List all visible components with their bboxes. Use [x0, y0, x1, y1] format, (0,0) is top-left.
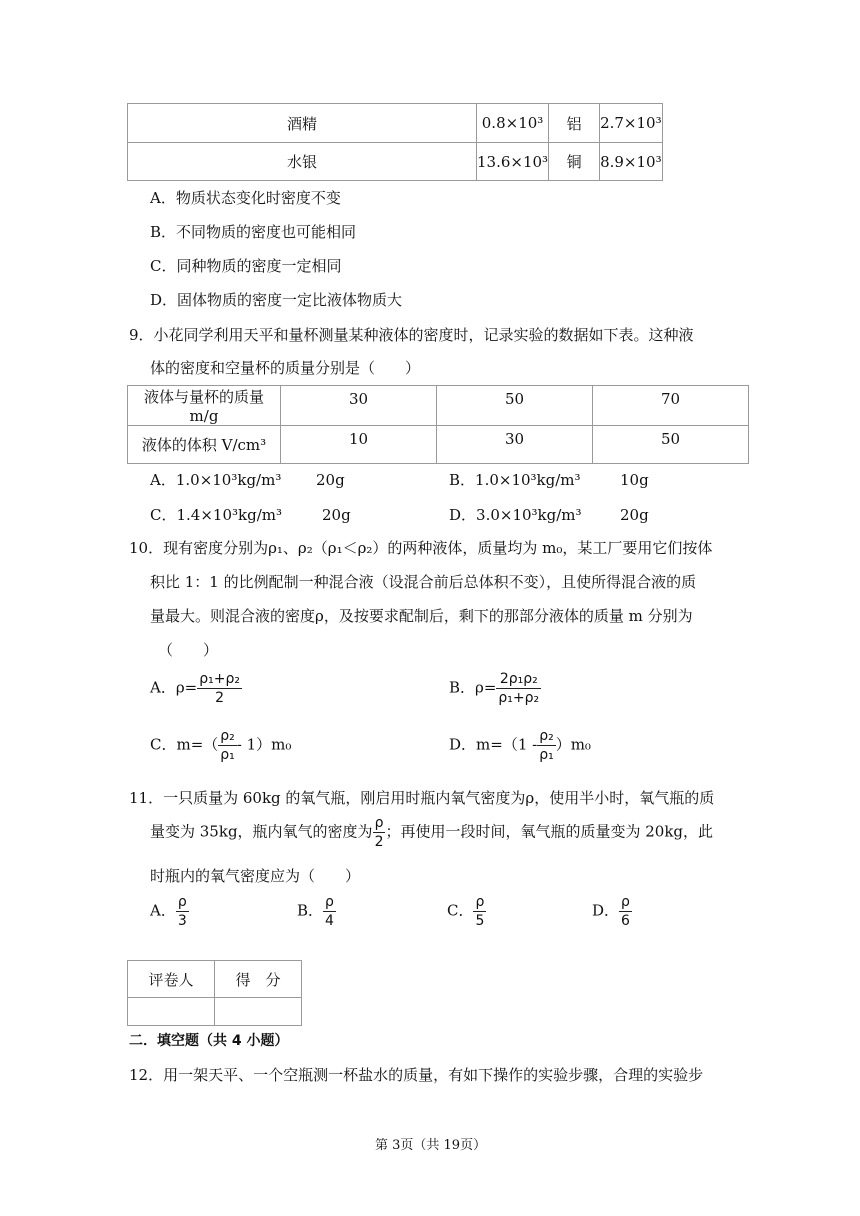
fraction-numerator: ρ [323, 893, 336, 912]
fraction [473, 893, 486, 930]
score-table [127, 960, 302, 1026]
q10-text-line2: 积比 1：1 的比例配制一种混合液（设混合前后总体积不变），且使所得混合液的质 [150, 573, 697, 591]
fraction-denominator: 2 [374, 834, 384, 850]
fraction-numerator: ρ₂ [220, 728, 235, 744]
score-table-score-cell [215, 998, 302, 1026]
fraction-numerator: ρ [619, 893, 632, 912]
option-prefix: A． [150, 901, 176, 920]
fraction [619, 893, 632, 930]
table-cell: 酒精 [128, 104, 477, 143]
q11-text-line1: 11．一只质量为 60kg 的氧气瓶，刚启用时瓶内氧气密度为ρ，使用半小时，氧气瓶的质 [129, 789, 715, 807]
q11-text-part: 量变为 35kg，瓶内氧气的密度为 [150, 822, 373, 841]
q11-text-line2 [150, 814, 713, 851]
q9-option-b-value: 10g [620, 471, 649, 489]
table-cell: 水银 [128, 143, 477, 181]
option-suffix: ）m₀ [555, 735, 591, 754]
fraction-denominator: ρ₁ [220, 747, 235, 763]
fraction-numerator: ρ [176, 893, 189, 912]
q10-option-d [449, 727, 591, 764]
fraction-denominator: 2 [215, 690, 225, 706]
fraction-numerator: ρ₁+ρ₂ [199, 671, 240, 687]
fraction-denominator: ρ₁ [539, 747, 554, 763]
table-cell: 30 [437, 426, 593, 464]
score-table-grader-cell [128, 998, 215, 1026]
fraction-denominator: 3 [177, 913, 187, 929]
q9-option-d: D．3.0×10³kg/m³ [449, 506, 582, 524]
fraction-numerator: ρ [373, 814, 386, 833]
table-cell: 50 [437, 386, 593, 426]
fraction-denominator: ρ₁+ρ₂ [498, 690, 540, 706]
q11-option-c [447, 893, 486, 930]
table-cell: 8.9×10³ [600, 143, 663, 181]
option-prefix: B．ρ= [449, 678, 497, 697]
table-cell: 10 [281, 426, 437, 464]
page-footer: 第 3页（共 19页） [375, 1138, 487, 1153]
q9-option-a-value: 20g [316, 471, 345, 489]
section-title: 二．填空题（共 4 小题） [129, 1033, 289, 1049]
table-cell: 70 [593, 386, 749, 426]
q11-option-a [150, 893, 189, 930]
fraction [537, 727, 556, 764]
q10-option-a [150, 670, 242, 707]
score-table-grader-label: 评卷人 [128, 961, 215, 998]
table-cell: 0.8×10³ [477, 104, 549, 143]
q11-option-b [297, 893, 336, 930]
q8-option-d: D．固体物质的密度一定比液体物质大 [150, 291, 403, 309]
q10-option-c [150, 727, 291, 764]
q9-option-d-value: 20g [620, 506, 649, 524]
table-header-cell: 液体与量杯的质量 m/g [128, 386, 281, 426]
option-prefix: C． [447, 901, 474, 920]
fraction [373, 814, 386, 851]
option-suffix: - 1）m₀ [236, 735, 292, 754]
q9-option-c-value: 20g [322, 506, 351, 524]
fraction-denominator: 6 [621, 913, 630, 929]
q12-text-line1: 12．用一架天平、一个空瓶测一杯盐水的质量，有如下操作的实验步骤，合理的实验步 [129, 1066, 704, 1084]
table-cell: 铜 [549, 143, 600, 181]
score-table-score-label: 得 分 [215, 961, 302, 998]
q10-option-b [449, 670, 541, 707]
q9-text-line1: 9．小花同学利用天平和量杯测量某种液体的密度时，记录实验的数据如下表。这种液 [129, 326, 694, 344]
option-prefix: D． [592, 901, 620, 920]
fraction [323, 893, 336, 930]
table-header-cell: 液体的体积 V/cm³ [128, 426, 281, 464]
fraction [197, 670, 242, 707]
q11-text-part: ；再使用一段时间，氧气瓶的质量变为 20kg，此 [385, 822, 714, 841]
fraction [176, 893, 189, 930]
table-cell: 铝 [549, 104, 600, 143]
q9-option-b: B．1.0×10³kg/m³ [449, 471, 581, 489]
q10-text-line1: 10．现有密度分别为ρ₁、ρ₂（ρ₁＜ρ₂）的两种液体，质量均为 m₀，某工厂要用它们按体 [129, 539, 713, 557]
fraction [496, 670, 541, 707]
option-prefix: C．m=（ [150, 735, 219, 754]
fraction-denominator: 5 [475, 913, 485, 929]
option-prefix: D．m=（1 - [449, 735, 538, 754]
fraction-numerator: ρ [473, 893, 486, 912]
table-cell: 50 [593, 426, 749, 464]
q8-option-a: A．物质状态变化时密度不变 [150, 189, 341, 207]
q8-option-b: B．不同物质的密度也可能相同 [150, 223, 357, 241]
table-cell: 2.7×10³ [600, 104, 663, 143]
q9-data-table [127, 385, 749, 464]
option-prefix: A．ρ= [150, 678, 198, 697]
q11-text-line3: 时瓶内的氧气密度应为（ ） [150, 867, 361, 885]
q9-option-a: A．1.0×10³kg/m³ [150, 471, 282, 489]
option-prefix: B． [297, 901, 324, 920]
density-table [127, 103, 663, 181]
table-cell: 13.6×10³ [477, 143, 549, 181]
table-cell: 30 [281, 386, 437, 426]
fraction-denominator: 4 [325, 913, 334, 929]
fraction-numerator: 2ρ₁ρ₂ [496, 670, 541, 689]
q10-text-line3: 量最大。则混合液的密度ρ，及按要求配制后，剩下的那部分液体的质量 m 分别为 [150, 607, 693, 625]
fraction-numerator: ρ₂ [539, 728, 554, 744]
q10-text-line4: （ ） [158, 641, 219, 659]
q11-option-d [592, 893, 632, 930]
q9-option-c: C．1.4×10³kg/m³ [150, 506, 282, 524]
q9-text-line2: 体的密度和空量杯的质量分别是（ ） [150, 359, 421, 377]
fraction [218, 727, 237, 764]
q8-option-c: C．同种物质的密度一定相同 [150, 257, 342, 275]
